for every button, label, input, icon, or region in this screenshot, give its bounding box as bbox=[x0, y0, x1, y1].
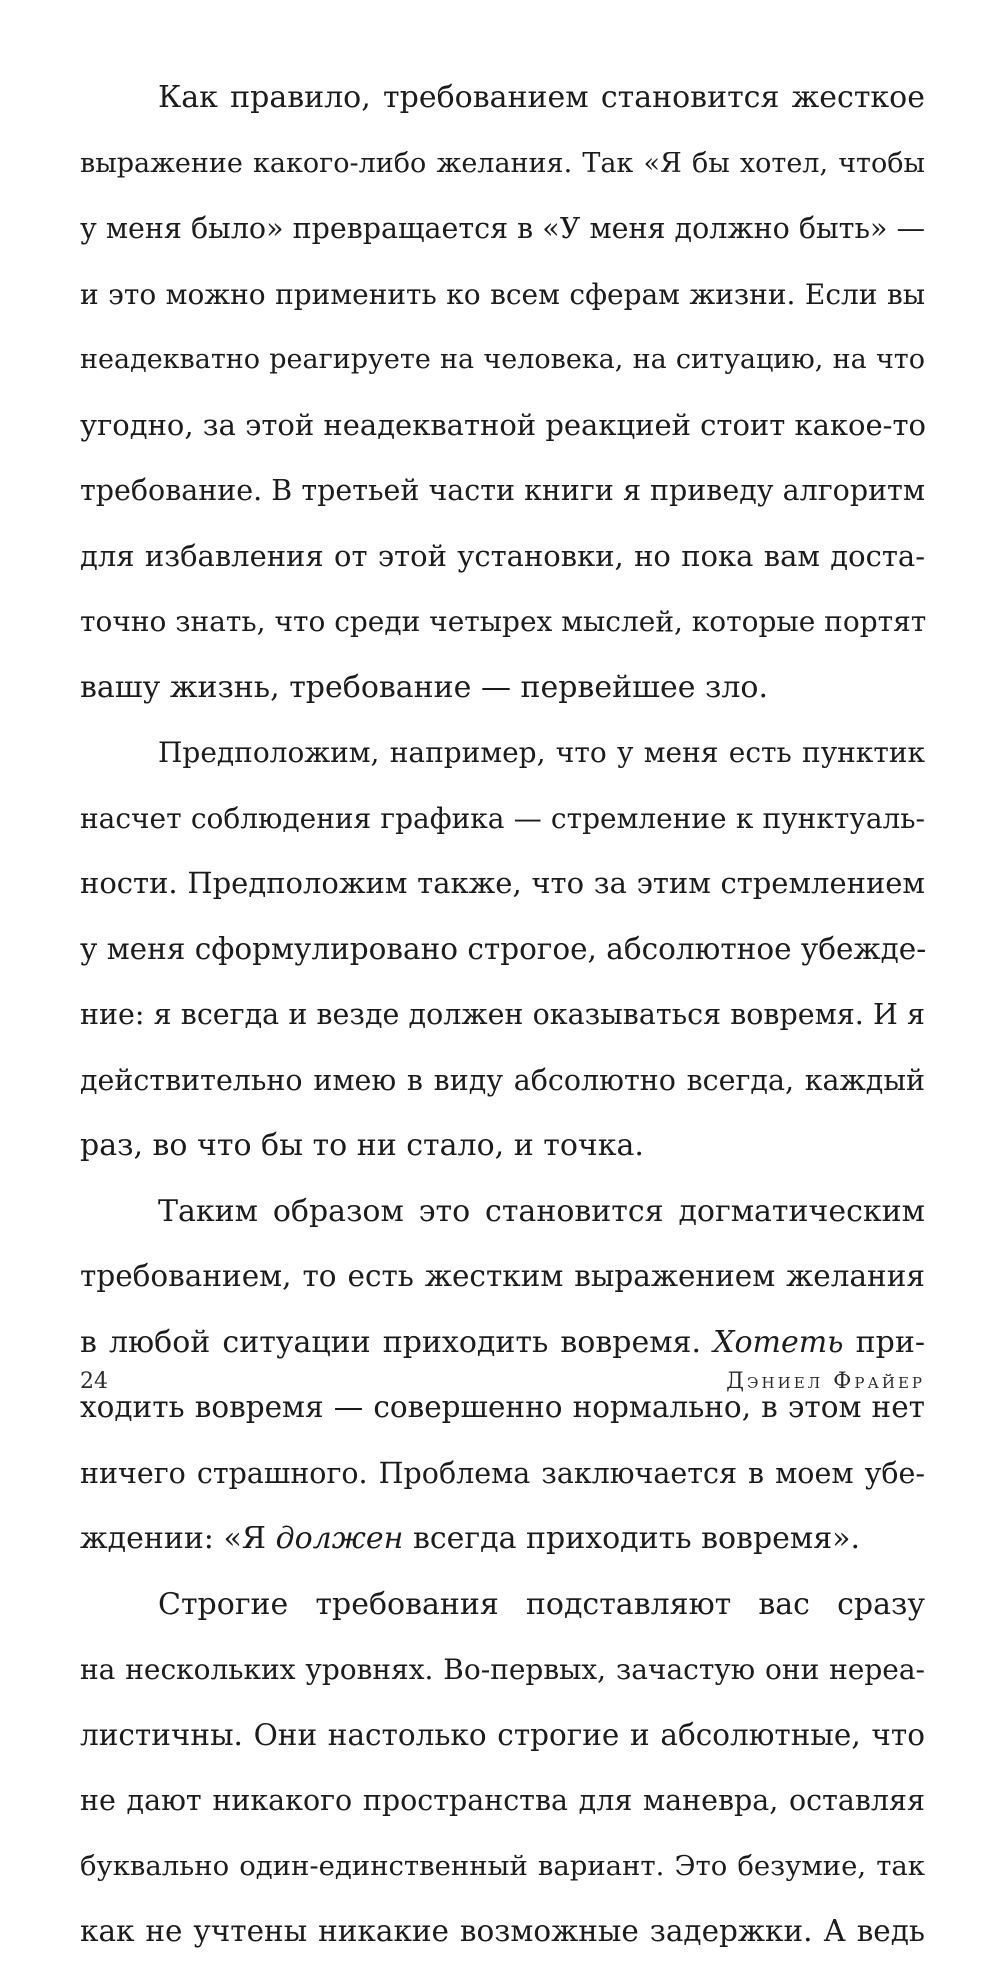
text-line: и это можно применить ко всем сферам жизни. Если вы bbox=[80, 277, 925, 311]
emphasis-text: Хотеть bbox=[713, 1324, 844, 1360]
text-line: точно знать, что среди четырех мыслей, которые портят bbox=[80, 605, 927, 638]
text-line: Строгие требования подставляют вас сразу bbox=[158, 1586, 925, 1622]
text-line: вашу жизнь, требование — первейшее зло. bbox=[80, 669, 769, 705]
text-line: не дают никакого пространства для маневра, оставляя bbox=[80, 1784, 925, 1817]
text-line: угодно, за этой неадекватной реакцией стоит какое-то bbox=[80, 407, 926, 442]
text-line: у меня сформулировано строгое, абсолютное убежде- bbox=[80, 931, 927, 966]
text-line: неадекватно реагируете на человека, на ситуацию, на что bbox=[80, 344, 925, 375]
text-line bbox=[80, 1506, 925, 1572]
emphasis-text: должен bbox=[275, 1521, 404, 1556]
body-text bbox=[80, 65, 925, 1965]
text-run: ждении: «Я bbox=[80, 1521, 267, 1556]
text-line: Как правило, требованием становится жесткое bbox=[158, 80, 925, 115]
text-line: ние: я всегда и везде должен оказываться вовремя. И я bbox=[80, 998, 925, 1031]
text-line: ходить вовремя — совершенно нормально, в этом нет bbox=[80, 1390, 925, 1424]
text-line: листичны. Они настолько строгие и абсолютные, что bbox=[80, 1717, 925, 1752]
page-number: 24 bbox=[80, 1369, 108, 1394]
running-head-author: Дэниел Фрайер bbox=[726, 1369, 925, 1394]
text-line: у меня было» превращается в «У меня должно быть» — bbox=[80, 212, 925, 245]
text-line: насчет соблюдения графика — стремление к пунктуаль- bbox=[80, 801, 925, 835]
text-line: для избавления от этой установки, но пока вам доста- bbox=[80, 538, 925, 573]
text-line: выражение какого-либо желания. Так «Я бы хотел, чтобы bbox=[80, 147, 925, 179]
page-footer bbox=[80, 1362, 925, 1402]
text-run: при- bbox=[855, 1324, 925, 1360]
text-line: Предположим, например, что у меня есть пунктик bbox=[158, 736, 925, 769]
text-run: в любой ситуации приходить вовремя. bbox=[80, 1324, 701, 1360]
text-line: как не учтены никакие возможные задержки. А ведь bbox=[80, 1914, 925, 1948]
text-line: на нескольких уровнях. Во-первых, зачастую они нереа- bbox=[80, 1653, 925, 1686]
text-line: Таким образом это становится догматическим bbox=[158, 1193, 925, 1229]
text-line: раз, во что бы то ни стало, и точка. bbox=[80, 1128, 644, 1163]
text-line: буквально один-единственный вариант. Это безумие, так bbox=[80, 1849, 925, 1882]
text-line: ничего страшного. Проблема заключается в моем убе- bbox=[80, 1456, 925, 1490]
text-line: ности. Предположим также, что за этим стремлением bbox=[80, 866, 925, 900]
text-line: требованием, то есть жестким выражением желания bbox=[80, 1259, 925, 1293]
text-line: действительно имею в виду абсолютно всегда, каждый bbox=[80, 1063, 925, 1097]
text-run: всегда приходить вовремя». bbox=[412, 1521, 861, 1556]
text-line: требование. В третьей части книги я приведу алгоритм bbox=[80, 474, 925, 507]
